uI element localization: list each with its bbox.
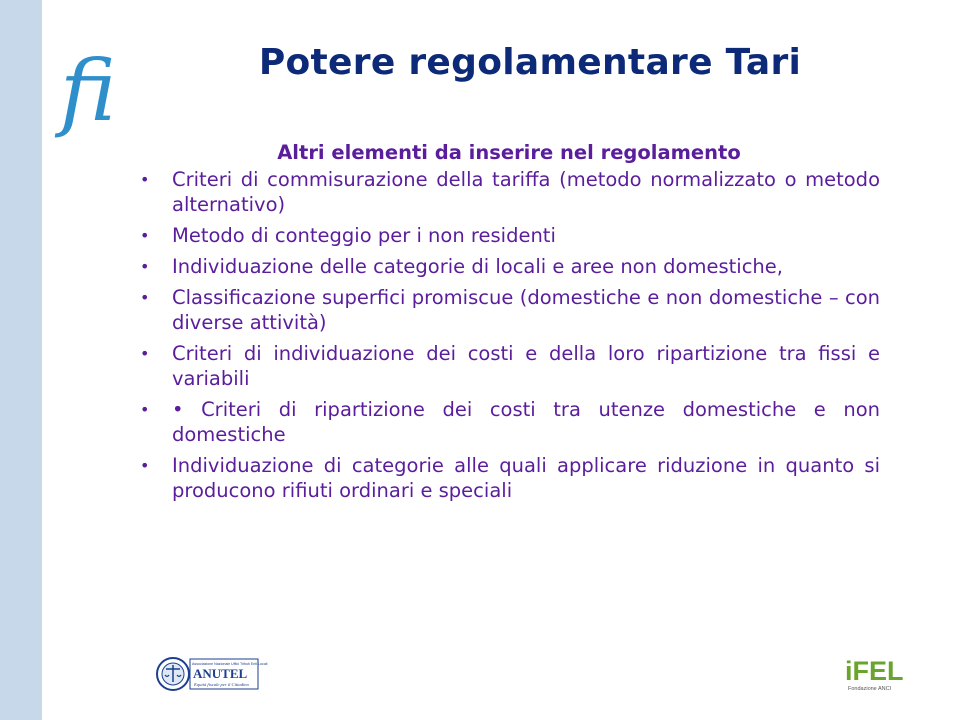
bullet-item: • Criteri di individuazione dei costi e della loro ripartizione tra fissi e variabili	[140, 342, 880, 390]
bullet-dot-icon: •	[140, 170, 150, 189]
svg-text:Associazione Nazionale Uffici: Associazione Nazionale Uffici Tributi Enti Locali	[192, 662, 268, 666]
bullet-item: • Individuazione di categorie alle quali applicare riduzione in quanto si producono rifiuti ordinari e speciali	[140, 454, 880, 502]
slide-title: Potere regolamentare Tari	[258, 42, 802, 83]
svg-text:Equità fiscale per il Cittadin: Equità fiscale per il Cittadino	[194, 682, 249, 687]
section-subtitle: Altri elementi da inserire nel regolamento	[277, 141, 741, 164]
svg-text:ANUTEL: ANUTEL	[193, 666, 248, 681]
bullet-dot-icon: •	[140, 257, 150, 276]
fi-logo-icon	[58, 42, 128, 140]
bullet-item: • Metodo di conteggio per i non residenti	[140, 224, 556, 247]
bullet-dot-icon: •	[140, 288, 150, 307]
bullet-dot-icon: •	[140, 344, 150, 363]
slide-content	[128, 140, 880, 509]
bullet-dot-icon: •	[140, 400, 150, 419]
bullet-item: • Individuazione delle categorie di locali e aree non domestiche,	[140, 255, 783, 278]
bullet-dot-icon: •	[140, 456, 150, 475]
bullet-dot-icon: •	[140, 226, 150, 245]
bullet-item: • Criteri di commisurazione della tariffa (metodo normalizzato o metodo alternativo)	[140, 168, 880, 216]
bullet-item: • Classificazione superfici promiscue (domestiche e non domestiche – con diverse attività)	[140, 286, 880, 334]
bullet-list	[128, 167, 880, 503]
anutel-logo-icon	[156, 656, 268, 692]
left-decorative-band	[0, 0, 42, 720]
svg-text:iFEL: iFEL	[845, 656, 904, 686]
svg-text:Fondazione ANCI: Fondazione ANCI	[848, 686, 892, 692]
svg-text:fi: fi	[60, 42, 117, 140]
bullet-item: • • Criteri di ripartizione dei costi tra utenze domestiche e non domestiche	[140, 398, 880, 446]
ifel-logo-icon	[844, 652, 904, 696]
